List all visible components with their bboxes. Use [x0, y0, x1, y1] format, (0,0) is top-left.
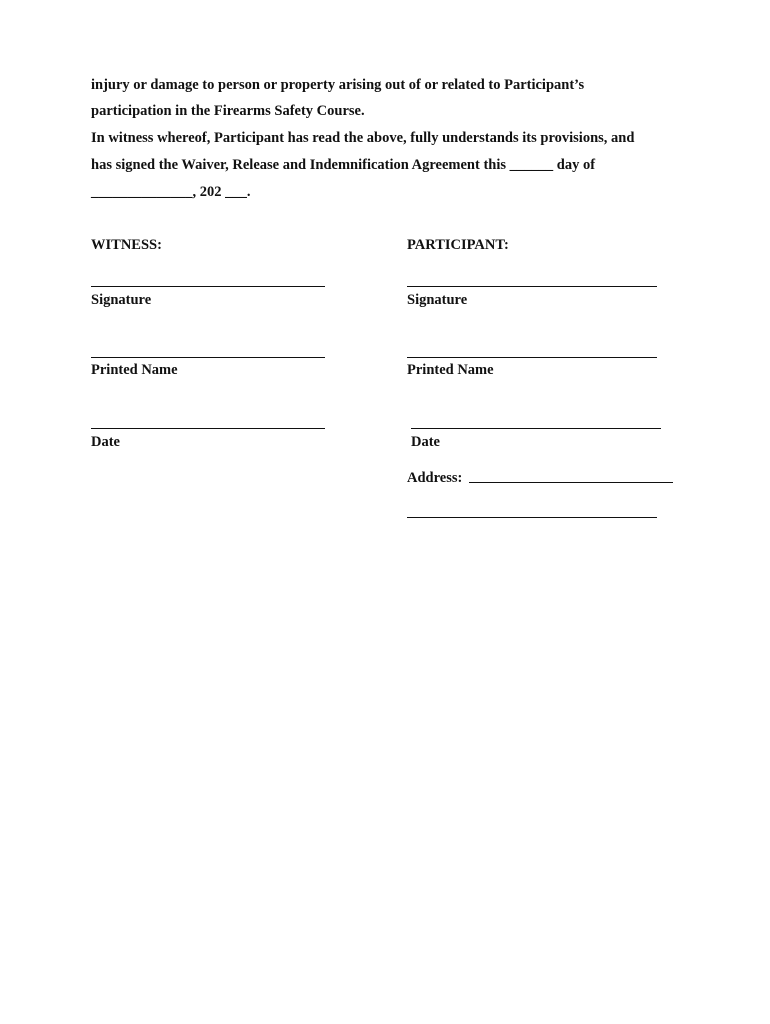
- participant-date-label: Date: [411, 434, 440, 450]
- participant-printed-name-line[interactable]: [407, 357, 657, 358]
- body-text-line-4: has signed the Waiver, Release and Indemnification Agreement this ______ day of: [91, 157, 596, 173]
- participant-address-line-2[interactable]: [407, 517, 657, 518]
- participant-signature-label: Signature: [407, 292, 468, 308]
- witness-heading: WITNESS:: [91, 237, 162, 253]
- body-text-line-5: ______________, 202 ___.: [91, 184, 251, 200]
- participant-signature-line[interactable]: [407, 286, 657, 287]
- body-text-line-2: participation in the Firearms Safety Course.: [91, 103, 365, 119]
- participant-date-line[interactable]: [411, 428, 661, 429]
- participant-address-label: Address:: [407, 470, 463, 486]
- witness-signature-label: Signature: [91, 292, 152, 308]
- witness-printed-name-line[interactable]: [91, 357, 325, 358]
- body-text-line-3: In witness whereof, Participant has read the above, fully understands its provisions, and: [91, 130, 635, 146]
- participant-address-line-1[interactable]: [469, 482, 673, 483]
- witness-signature-line[interactable]: [91, 286, 325, 287]
- participant-heading: PARTICIPANT:: [407, 237, 509, 253]
- witness-date-label: Date: [91, 434, 120, 450]
- body-text-line-1: injury or damage to person or property arising out of or related to Participant’s: [91, 77, 585, 93]
- participant-printed-name-label: Printed Name: [407, 362, 494, 378]
- witness-printed-name-label: Printed Name: [91, 362, 178, 378]
- witness-date-line[interactable]: [91, 428, 325, 429]
